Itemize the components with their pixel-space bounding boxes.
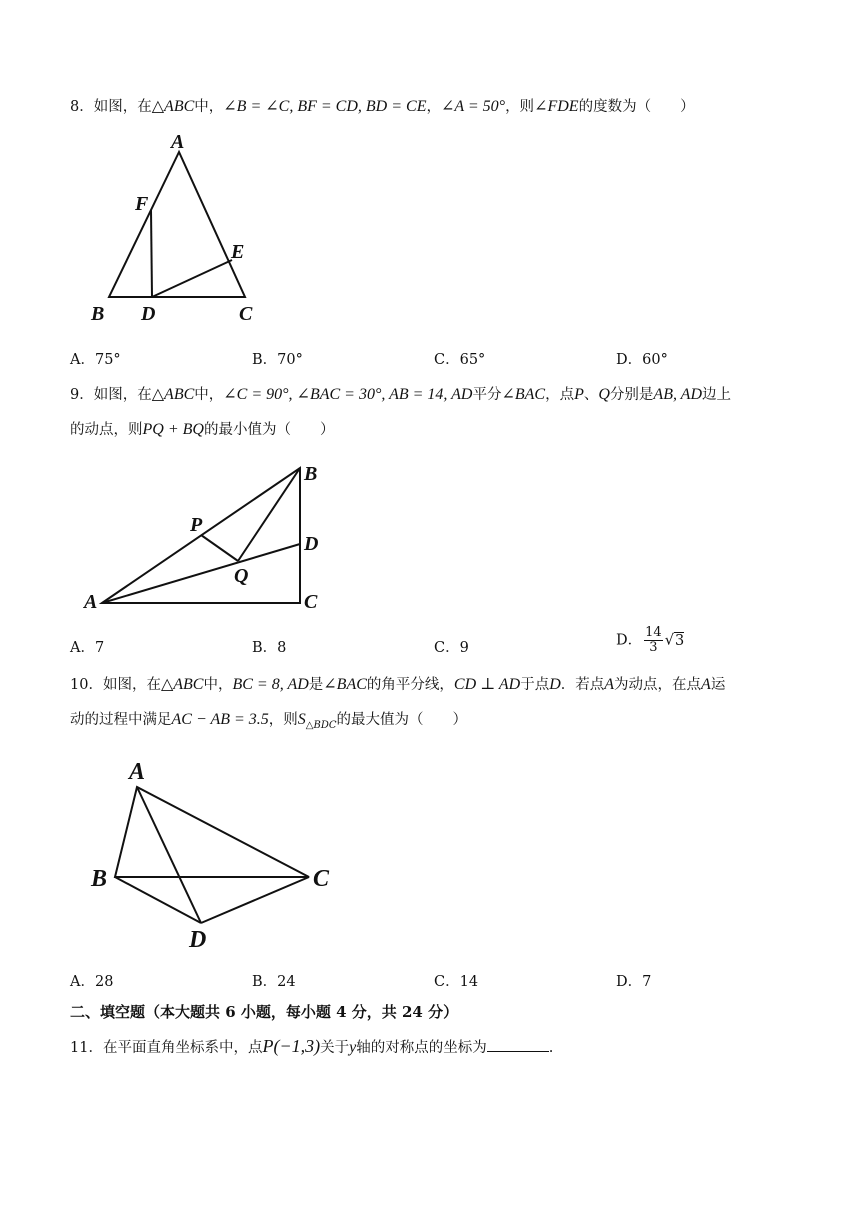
question-11-text: 11．在平面直角坐标系中，点P(−1,3)关于y轴的对称点的坐标为 .	[70, 1036, 554, 1056]
q9-label-a: A	[84, 591, 98, 613]
q9-option-a[interactable]: A．7	[70, 640, 105, 656]
question-10-text-line2: 动的过程中满足AC − AB = 3.5，则$S_{\triangle BDC}$的最大值为（ ）	[70, 711, 468, 731]
q9-label-c: C	[304, 591, 318, 613]
q8-label-b: B	[91, 303, 105, 325]
q8-label-f: F	[135, 193, 149, 215]
q9-option-d-radical: √3	[664, 632, 685, 649]
q10-option-d[interactable]: D．7	[616, 974, 652, 990]
q9-label-p: P	[190, 514, 203, 536]
q9-label-b: B	[304, 463, 318, 485]
question-10-figure	[85, 755, 345, 955]
q8-option-b[interactable]: B．70°	[252, 352, 303, 368]
q9-option-d[interactable]: D． $\frac{14}{3}$ √3	[616, 625, 685, 655]
q8-option-c[interactable]: C．65°	[434, 352, 486, 368]
q8-label-e: E	[231, 241, 245, 263]
q9-option-b[interactable]: B．8	[252, 640, 287, 656]
question-8-figure	[85, 130, 275, 330]
q10-label-d: D	[189, 927, 207, 953]
question-9-text-line2: 的动点，则PQ + BQ的最小值为（ ）	[70, 421, 335, 438]
q10-label-c: C	[313, 866, 330, 892]
q8-label-a: A	[171, 131, 185, 153]
question-9-figure	[80, 458, 330, 618]
question-9-text-line1: 9．如图，在△ABC中，∠C = 90°, ∠BAC = 30°, AB = 14, AD平分∠BAC，点P、Q分别是AB, AD边上	[70, 386, 732, 403]
q8-option-d[interactable]: D．60°	[616, 352, 668, 368]
section-2-heading: 二、填空题（本大题共 6 小题，每小题 4 分，共 24 分）	[70, 1003, 459, 1021]
q10-option-c[interactable]: C．14	[434, 974, 479, 990]
question-8-text: 8．如图，在△ABC中，∠B = ∠C, BF = CD, BD = CE，∠A = 50°，则∠FDE的度数为（ ）	[70, 98, 695, 115]
q9-label-q: Q	[234, 565, 249, 587]
q10-option-b[interactable]: B．24	[252, 974, 296, 990]
q10-label-b: B	[91, 866, 108, 892]
q9-option-c[interactable]: C．9	[434, 640, 469, 656]
q10-label-a: A	[129, 759, 146, 785]
answer-blank[interactable]	[487, 1037, 549, 1052]
q10-option-a[interactable]: A．28	[70, 974, 114, 990]
q9-label-d: D	[304, 533, 319, 555]
q8-label-d: D	[141, 303, 156, 325]
question-10-text-line1: 10．如图，在△ABC中，BC = 8, AD是∠BAC的角平分线，CD ⊥ AD于点D．若点A为动点，在点A运	[70, 676, 726, 693]
q8-option-a[interactable]: A．75°	[70, 352, 121, 368]
q9-option-d-fraction: $\frac{14}{3}$	[645, 625, 662, 655]
q8-label-c: C	[239, 303, 253, 325]
